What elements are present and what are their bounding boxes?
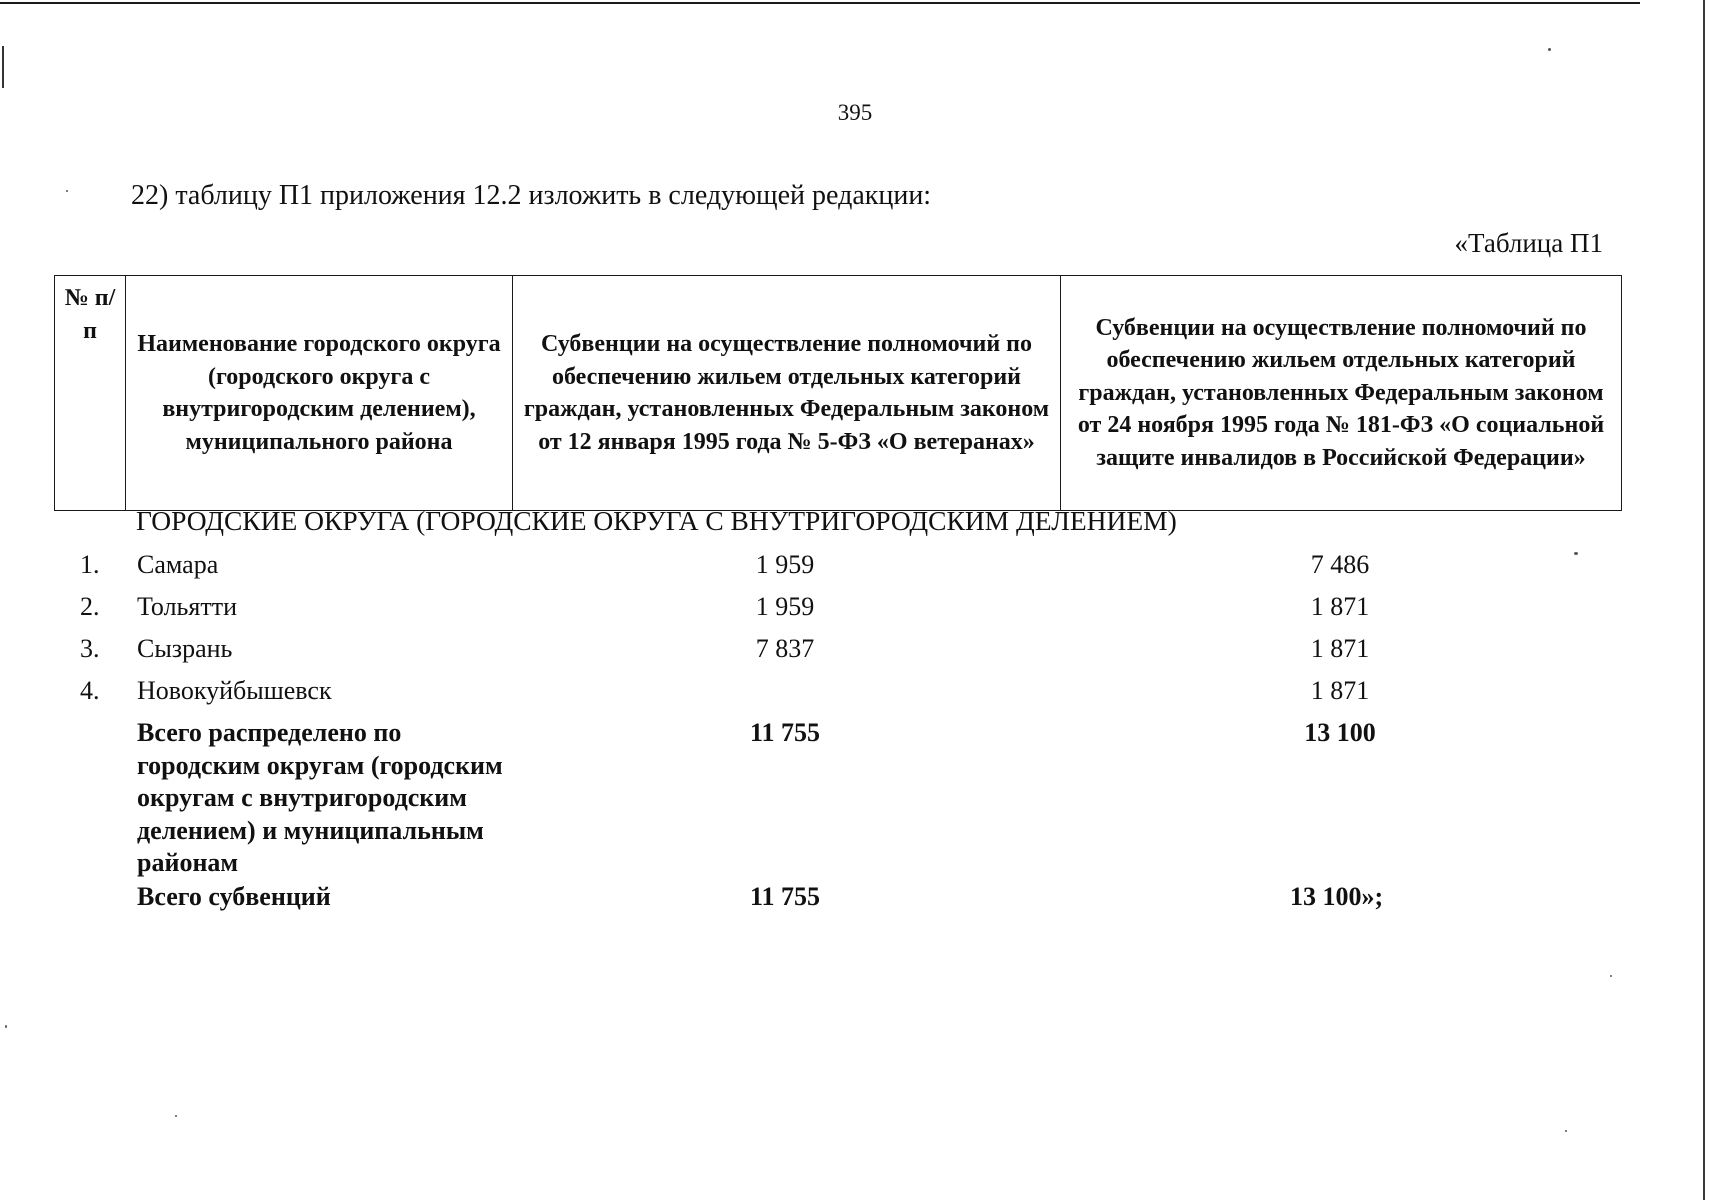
header-row xyxy=(55,276,1622,511)
row-number: 4. xyxy=(80,676,100,705)
scan-speck xyxy=(1548,48,1551,51)
total-all-label: Всего субвенций xyxy=(137,882,331,911)
scan-speck xyxy=(1610,975,1612,977)
scan-speck xyxy=(1565,1130,1567,1132)
row-number: 2. xyxy=(80,592,100,621)
row-name: Тольятти xyxy=(137,592,238,621)
header-number: № п/п xyxy=(55,276,126,511)
row-value-disabled: 7 486 xyxy=(1310,550,1370,579)
row-name: Новокуйбышевск xyxy=(137,676,332,705)
scan-speck xyxy=(175,1115,177,1117)
header-name: Наименование городского округа (городского округа с внутригородским делением), муниципального района xyxy=(126,276,513,511)
row-value-veterans: 7 837 xyxy=(755,634,815,663)
intro-paragraph: 22) таблицу П1 приложения 12.2 изложить в следующей редакции: xyxy=(131,180,932,211)
row-number: 1. xyxy=(80,550,100,579)
total-all-veterans: 11 755 xyxy=(749,882,821,911)
table-header xyxy=(54,275,1622,511)
row-name: Самара xyxy=(137,550,219,579)
table-caption: «Таблица П1 xyxy=(1454,228,1603,258)
row-value-veterans: 1 959 xyxy=(755,592,815,621)
total-distributed-label: Всего распределено по городским округам (городским округам с внутригородским делением) и муниципальным районам xyxy=(137,718,503,877)
total-distributed-disabled: 13 100 xyxy=(1304,718,1376,747)
row-name: Сызрань xyxy=(137,634,233,663)
page-number: 395 xyxy=(837,100,873,125)
row-value-disabled: 1 871 xyxy=(1310,592,1370,621)
row-number: 3. xyxy=(80,634,100,663)
scan-speck xyxy=(5,1025,7,1028)
row-value-disabled: 1 871 xyxy=(1310,676,1370,705)
scan-edge-top xyxy=(0,2,1640,4)
scan-speck xyxy=(1574,552,1578,555)
scan-edge-left xyxy=(2,46,4,88)
scan-speck xyxy=(66,190,68,192)
section-heading: ГОРОДСКИЕ ОКРУГА (ГОРОДСКИЕ ОКРУГА С ВНУТРИГОРОДСКИМ ДЕЛЕНИЕМ) xyxy=(136,505,1177,536)
header-disabled-subsidy: Субвенции на осуществление полномочий по обеспечению жильем отдельных категорий граждан, установленных Федеральным законом от 24 ноября 1995 года № 181-ФЗ «О социальной защите инвалидов в Российской Федерации» xyxy=(1061,276,1622,511)
header-veterans-subsidy: Субвенции на осуществление полномочий по обеспечению жильем отдельных категорий граждан, установленных Федеральным законом от 12 января 1995 года № 5-ФЗ «О ветеранах» xyxy=(513,276,1061,511)
total-distributed-veterans: 11 755 xyxy=(749,718,821,747)
row-value-veterans: 1 959 xyxy=(755,550,815,579)
row-value-disabled: 1 871 xyxy=(1310,634,1370,663)
scan-edge-right xyxy=(1703,0,1705,1200)
total-all-disabled: 13 100»; xyxy=(1290,882,1384,911)
